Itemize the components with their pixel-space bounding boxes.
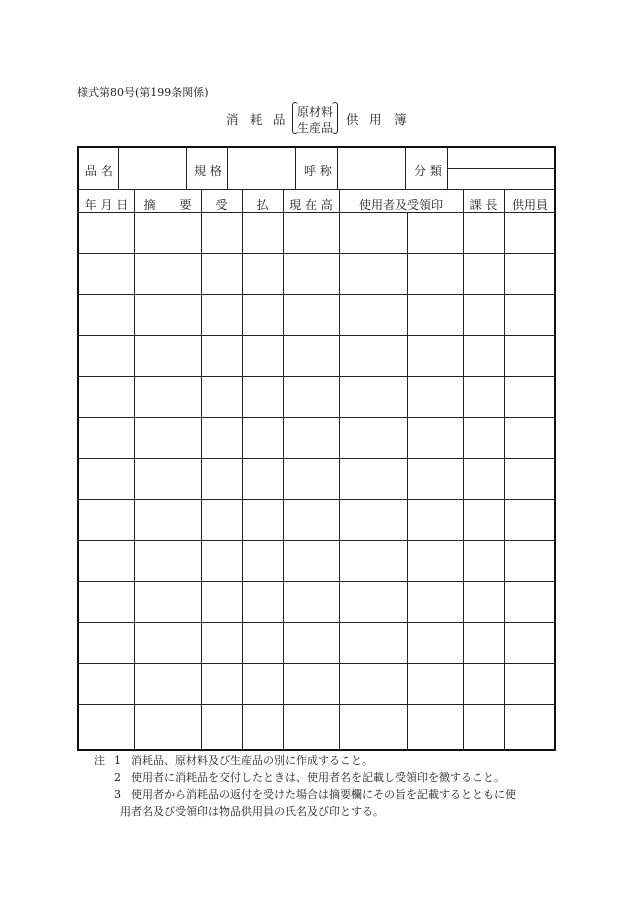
title-char: 簿 [394, 112, 407, 127]
ledger-cell-issued[interactable] [242, 213, 283, 252]
ledger-cell-issued[interactable] [242, 254, 283, 293]
ledger-cell-section-chief[interactable] [463, 336, 504, 375]
ledger-cell-user-receipt-1[interactable] [339, 582, 407, 621]
classification-field-1[interactable] [448, 150, 554, 168]
ledger-cell-user-receipt-1[interactable] [339, 459, 407, 498]
ledger-cell-custodian[interactable] [504, 664, 556, 703]
ledger-cell-summary[interactable] [134, 664, 201, 703]
ledger-cell-issued[interactable] [242, 418, 283, 457]
ledger-cell-balance[interactable] [283, 623, 339, 662]
ledger-cell-balance[interactable] [283, 336, 339, 375]
note-item [94, 769, 564, 786]
ledger-cell-section-chief[interactable] [463, 500, 504, 539]
ledger-cell-custodian[interactable] [504, 705, 556, 744]
ledger-cell-issued[interactable] [242, 500, 283, 539]
column-header-summary: 摘 要 [143, 198, 192, 212]
field-divider [295, 148, 296, 189]
note-item-continuation [94, 803, 564, 820]
column-header-section-chief: 課 長 [469, 198, 498, 212]
ledger-cell-date[interactable] [79, 254, 134, 293]
ledger-cell-received[interactable] [201, 295, 242, 334]
column-header-issued: 払 [256, 198, 269, 212]
ledger-cell-issued[interactable] [242, 541, 283, 580]
ledger-cell-user-receipt-2[interactable] [407, 705, 463, 744]
ledger-cell-summary[interactable] [134, 500, 201, 539]
ledger-cell-balance[interactable] [283, 582, 339, 621]
ledger-cell-date[interactable] [79, 213, 134, 252]
ledger-cell-section-chief[interactable] [463, 623, 504, 662]
classification-label: 分 類 [414, 164, 442, 178]
ledger-cell-received[interactable] [201, 377, 242, 416]
ledger-cell-issued[interactable] [242, 459, 283, 498]
ledger-cell-user-receipt-1[interactable] [339, 377, 407, 416]
ledger-cell-date[interactable] [79, 336, 134, 375]
ledger-cell-issued[interactable] [242, 582, 283, 621]
ledger-cell-balance[interactable] [283, 377, 339, 416]
note-number: 1 [114, 754, 121, 767]
ledger-cell-custodian[interactable] [504, 213, 556, 252]
ledger-cell-user-receipt-1[interactable] [339, 254, 407, 293]
ledger-cell-balance[interactable] [283, 664, 339, 703]
ledger-cell-date[interactable] [79, 459, 134, 498]
ledger-cell-user-receipt-1[interactable] [339, 500, 407, 539]
note-text: 消耗品、原材料及び生産品の別に作成すること。 [131, 754, 373, 767]
ledger-cell-user-receipt-2[interactable] [407, 623, 463, 662]
ledger-cell-user-receipt-2[interactable] [407, 295, 463, 334]
ledger-cell-user-receipt-2[interactable] [407, 418, 463, 457]
ledger-cell-section-chief[interactable] [463, 582, 504, 621]
ledger-cell-summary[interactable] [134, 623, 201, 662]
designation-label: 呼 称 [304, 164, 332, 178]
ledger-cell-date[interactable] [79, 582, 134, 621]
field-divider [186, 148, 187, 189]
note-text: 使用者に消耗品を交付したときは、使用者名を記載し受領印を徴すること。 [131, 771, 505, 784]
ledger-cell-custodian[interactable] [504, 582, 556, 621]
ledger-table [77, 146, 556, 751]
ledger-cell-received[interactable] [201, 418, 242, 457]
ledger-cell-issued[interactable] [242, 705, 283, 744]
ledger-cell-received[interactable] [201, 664, 242, 703]
classification-field-2[interactable] [448, 170, 554, 188]
title-char: 用 [369, 112, 382, 127]
title-char: 供 [346, 112, 359, 127]
title-char: 品 [273, 112, 286, 127]
note-number: 3 [114, 788, 121, 801]
note-text: 使用者から消耗品の返付を受けた場合は摘要欄にその旨を記載するとともに使 [131, 788, 516, 801]
note-number: 2 [114, 771, 121, 784]
field-divider [405, 148, 406, 189]
ledger-cell-issued[interactable] [242, 377, 283, 416]
ledger-cell-summary[interactable] [134, 254, 201, 293]
ledger-cell-user-receipt-1[interactable] [339, 664, 407, 703]
ledger-cell-summary[interactable] [134, 377, 201, 416]
ledger-cell-user-receipt-1[interactable] [339, 213, 407, 252]
classification-split-line [447, 168, 554, 169]
ledger-cell-balance[interactable] [283, 254, 339, 293]
title-char: 耗 [250, 112, 263, 127]
title-bracket-options [292, 101, 338, 135]
ledger-cell-user-receipt-1[interactable] [339, 295, 407, 334]
ledger-cell-section-chief[interactable] [463, 213, 504, 252]
specification-field[interactable] [228, 150, 294, 188]
title-option-products: 生産品 [296, 121, 333, 135]
ledger-cell-custodian[interactable] [504, 623, 556, 662]
ledger-cell-user-receipt-2[interactable] [407, 664, 463, 703]
specification-label: 規 格 [194, 164, 222, 178]
ledger-cell-custodian[interactable] [504, 541, 556, 580]
ledger-cell-section-chief[interactable] [463, 705, 504, 744]
ledger-cell-custodian[interactable] [504, 254, 556, 293]
ledger-cell-user-receipt-1[interactable] [339, 418, 407, 457]
ledger-cell-balance[interactable] [283, 213, 339, 252]
ledger-cell-received[interactable] [201, 623, 242, 662]
ledger-cell-date[interactable] [79, 664, 134, 703]
ledger-cell-section-chief[interactable] [463, 418, 504, 457]
ledger-cell-received[interactable] [201, 541, 242, 580]
ledger-cell-received[interactable] [201, 500, 242, 539]
ledger-cell-received[interactable] [201, 705, 242, 744]
title-char: 消 [226, 112, 239, 127]
ledger-cell-date[interactable] [79, 418, 134, 457]
title-option-raw-materials: 原材料 [296, 105, 333, 119]
ledger-cell-user-receipt-1[interactable] [339, 623, 407, 662]
ledger-cell-balance[interactable] [283, 541, 339, 580]
ledger-cell-user-receipt-2[interactable] [407, 582, 463, 621]
ledger-cell-section-chief[interactable] [463, 377, 504, 416]
ledger-title [0, 100, 630, 136]
ledger-cell-user-receipt-1[interactable] [339, 705, 407, 744]
form-number: 様式第80号(第199条関係) [77, 86, 209, 99]
ledger-cell-summary[interactable] [134, 705, 201, 744]
ledger-cell-balance[interactable] [283, 418, 339, 457]
column-header-received: 受 [215, 198, 228, 212]
ledger-cell-balance[interactable] [283, 500, 339, 539]
ledger-cell-summary[interactable] [134, 459, 201, 498]
ledger-cell-section-chief[interactable] [463, 459, 504, 498]
ledger-cell-issued[interactable] [242, 295, 283, 334]
ledger-cell-section-chief[interactable] [463, 541, 504, 580]
ledger-cell-custodian[interactable] [504, 418, 556, 457]
item-name-field[interactable] [119, 150, 185, 188]
ledger-cell-summary[interactable] [134, 418, 201, 457]
ledger-cell-date[interactable] [79, 541, 134, 580]
ledger-cell-custodian[interactable] [504, 336, 556, 375]
ledger-cell-received[interactable] [201, 254, 242, 293]
note-item [94, 752, 564, 769]
ledger-cell-user-receipt-2[interactable] [407, 500, 463, 539]
ledger-cell-user-receipt-2[interactable] [407, 541, 463, 580]
column-header-custodian: 供用員 [511, 198, 548, 212]
notes [94, 752, 564, 820]
ledger-cell-balance[interactable] [283, 459, 339, 498]
ledger-cell-summary[interactable] [134, 541, 201, 580]
note-text: 用者名及び受領印は物品供用員の氏名及び印とする。 [120, 805, 384, 818]
ledger-cell-date[interactable] [79, 295, 134, 334]
ledger-cell-custodian[interactable] [504, 295, 556, 334]
ledger-cell-date[interactable] [79, 623, 134, 662]
ledger-cell-section-chief[interactable] [463, 254, 504, 293]
column-header-date: 年 月 日 [84, 198, 129, 212]
column-header-balance: 現 在 高 [289, 198, 333, 212]
ledger-cell-received[interactable] [201, 336, 242, 375]
ledger-cell-balance[interactable] [283, 295, 339, 334]
designation-field[interactable] [338, 150, 404, 188]
ledger-cell-date[interactable] [79, 500, 134, 539]
ledger-cell-date[interactable] [79, 377, 134, 416]
ledger-cell-summary[interactable] [134, 295, 201, 334]
ledger-cell-user-receipt-2[interactable] [407, 254, 463, 293]
ledger-cell-section-chief[interactable] [463, 664, 504, 703]
ledger-cell-user-receipt-2[interactable] [407, 459, 463, 498]
ledger-cell-summary[interactable] [134, 336, 201, 375]
ledger-cell-custodian[interactable] [504, 500, 556, 539]
ledger-cell-balance[interactable] [283, 705, 339, 744]
ledger-cell-received[interactable] [201, 582, 242, 621]
ledger-cell-received[interactable] [201, 459, 242, 498]
ledger-cell-received[interactable] [201, 213, 242, 252]
item-name-label: 品 名 [85, 164, 113, 178]
ledger-cell-summary[interactable] [134, 213, 201, 252]
header-divider [79, 189, 554, 190]
ledger-cell-user-receipt-2[interactable] [407, 213, 463, 252]
ledger-cell-user-receipt-1[interactable] [339, 336, 407, 375]
ledger-cell-user-receipt-2[interactable] [407, 377, 463, 416]
notes-prefix: 注 [94, 754, 105, 767]
column-header-user-receipt: 使用者及受領印 [358, 198, 443, 212]
ledger-cell-issued[interactable] [242, 664, 283, 703]
ledger-cell-user-receipt-2[interactable] [407, 336, 463, 375]
ledger-cell-issued[interactable] [242, 623, 283, 662]
ledger-cell-custodian[interactable] [504, 377, 556, 416]
ledger-cell-section-chief[interactable] [463, 295, 504, 334]
ledger-cell-issued[interactable] [242, 336, 283, 375]
note-item [94, 786, 564, 803]
ledger-cell-summary[interactable] [134, 582, 201, 621]
ledger-cell-custodian[interactable] [504, 459, 556, 498]
ledger-cell-user-receipt-1[interactable] [339, 541, 407, 580]
ledger-cell-date[interactable] [79, 705, 134, 744]
